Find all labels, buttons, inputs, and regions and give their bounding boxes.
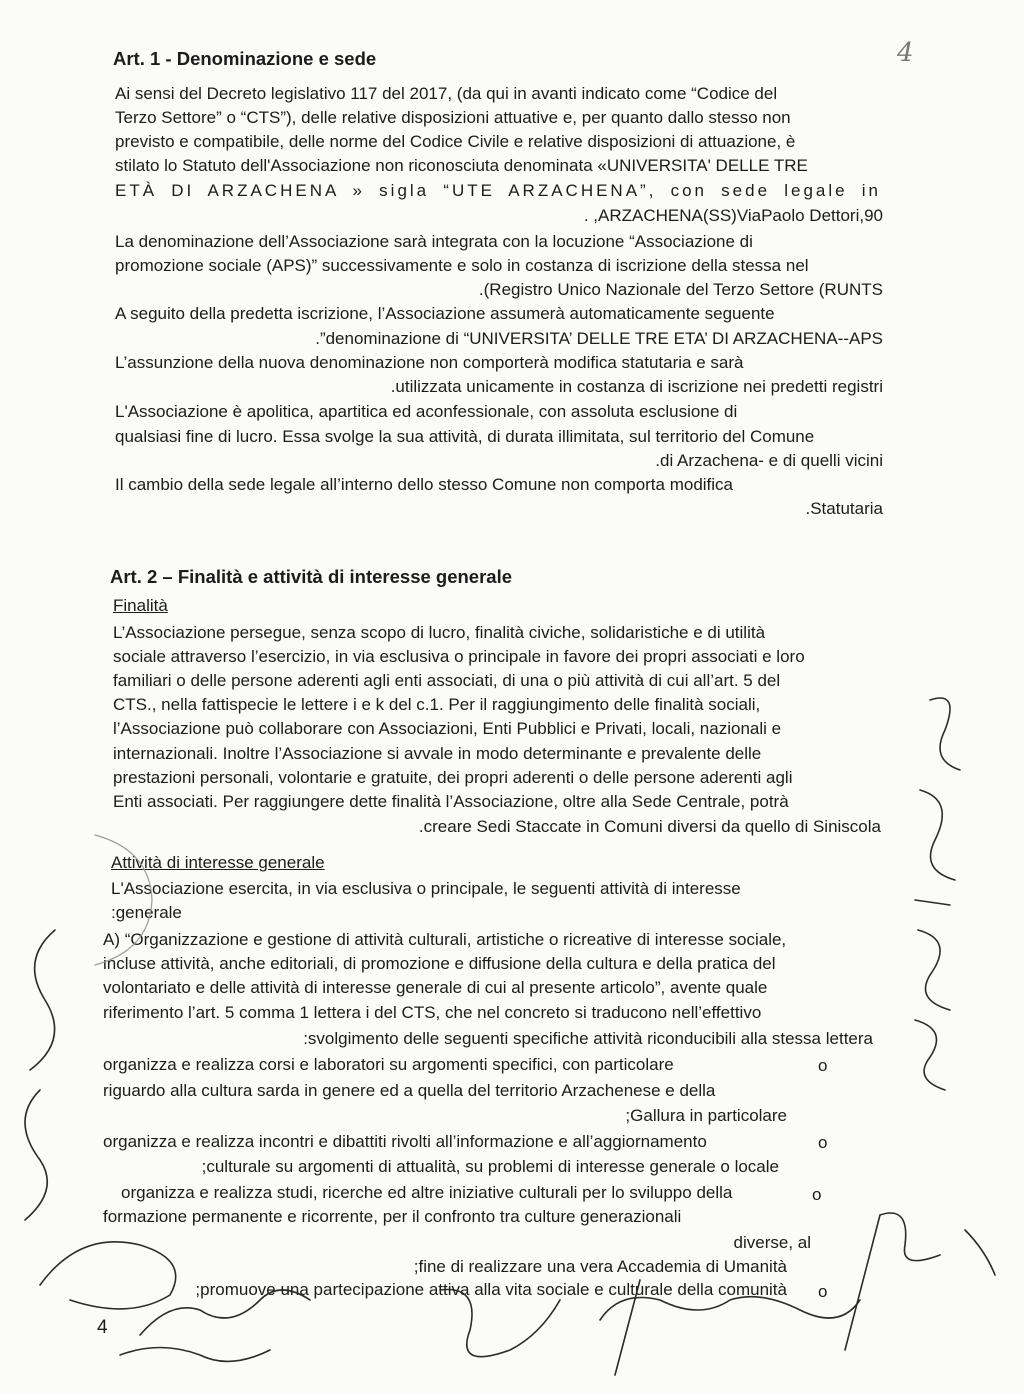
bullet-text: organizza e realizza corsi e laboratori su argomenti specifici, con particolare [103, 1055, 674, 1074]
art1-line: stilato lo Statuto dell'Associazione non riconosciuta denominata «UNIVERSITA' DELLE TRE [115, 156, 808, 175]
bullet-marker: o [812, 1185, 822, 1204]
art1-line: .(Registro Unico Nazionale del Terzo Settore (RUNTS [478, 280, 883, 299]
finalita-line: l’Associazione può collaborare con Associazioni, Enti Pubblici e Privati, locali, nazionali e [113, 719, 782, 738]
signature-stroke [965, 1230, 995, 1275]
attivita-line: :svolgimento delle seguenti specifiche attività riconducibili alla stessa lettera [303, 1029, 873, 1048]
attivita-line: volontariato e delle attività di interesse generale di cui al presente articolo”, avente quale [103, 978, 768, 997]
stamp-arc [95, 835, 152, 965]
attivita-line: :generale [111, 903, 182, 922]
art1-line: L’assunzione della nuova denominazione non comporterà modifica statutaria e sarà [115, 353, 744, 372]
attivita-heading: Attività di interesse generale [111, 853, 325, 872]
art1-line: ETÀ DI ARZACHENA » sigla “UTE ARZACHENA”, con sede legale in [115, 181, 881, 200]
art1-line: A seguito della predetta iscrizione, l’Associazione assumerà automaticamente seguente [115, 304, 775, 323]
signature-stroke [615, 1280, 640, 1375]
bullet-text: ;fine di realizzare una vera Accademia di Umanità [413, 1257, 787, 1276]
bullet-text: ;promuove una partecipazione attiva alla vita sociale e culturale della comunità [195, 1280, 787, 1299]
margin-signature-stroke [25, 1090, 47, 1220]
art1-line: .”denominazione di “UNIVERSITA’ DELLE TRE ETA’ DI ARZACHENA--APS [315, 329, 883, 348]
art1-line: previsto e compatibile, delle norme del Codice Civile e relative disposizioni di attuazione, è [115, 132, 796, 151]
bullet-marker: o [818, 1282, 828, 1301]
attivita-line: L'Associazione esercita, in via esclusiva o principale, le seguenti attività di interesse [111, 879, 741, 898]
attivita-line: incluse attività, anche editoriali, di promozione e diffusione della cultura e della pratica del [103, 954, 776, 973]
bullet-marker: o [818, 1056, 828, 1075]
finalita-line: L’Associazione persegue, senza scopo di lucro, finalità civiche, solidaristiche e di utilità [113, 623, 766, 642]
margin-signature-stroke [930, 698, 960, 770]
margin-signature-stroke [30, 930, 55, 1070]
finalita-line: sociale attraverso l’esercizio, in via esclusiva o principale in favore dei propri associati e loro [113, 647, 805, 666]
signature-stroke [440, 1290, 560, 1357]
art1-line: .utilizzata unicamente in costanza di iscrizione nei predetti registri [390, 377, 883, 396]
page-number: 4 [97, 1317, 108, 1338]
finalita-line: internazionali. Inoltre l’Associazione si avvale in modo determinante e prevalente delle [113, 744, 762, 763]
bullet-text: formazione permanente e ricorrente, per il confronto tra culture generazionali [103, 1207, 682, 1226]
bullet-text: riguardo alla cultura sarda in genere ed a quella del territorio Arzachenese e della [103, 1081, 716, 1100]
margin-signature-stroke [920, 790, 955, 880]
bullet-text: diverse, al [733, 1233, 811, 1252]
art1-title: Art. 1 - Denominazione e sede [113, 48, 377, 69]
finalita-line: Enti associati. Per raggiungere dette finalità l’Associazione, oltre alla Sede Centrale, potrà [113, 792, 789, 811]
art1-line: qualsiasi fine di lucro. Essa svolge la sua attività, di durata illimitata, sul territorio del Comune [115, 427, 815, 446]
art1-line: . ,ARZACHENA(SS)ViaPaolo Dettori,90 [583, 206, 883, 225]
bullet-text: ;culturale su argomenti di attualità, su problemi di interesse generale o locale [201, 1157, 779, 1176]
signature-stroke [600, 1297, 860, 1320]
art1-line: .di Arzachena- e di quelli vicini [655, 451, 883, 470]
attivita-line: riferimento l’art. 5 comma 1 lettera i del CTS, che nel concreto si traducono nell’effettivo [103, 1003, 762, 1022]
finalita-line: familiari o delle persone aderenti agli enti associati, di una o più attività di cui all’art. 5 del [113, 671, 781, 690]
attivita-line: A) “Organizzazione e gestione di attività culturali, artistiche o ricreative di interesse sociale, [103, 930, 787, 949]
bullet-marker: o [818, 1133, 828, 1152]
finalita-line: CTS., nella fattispecie le lettere i e k del c.1. Per il raggiungimento delle finalità sociali, [113, 695, 761, 714]
art1-line: La denominazione dell’Associazione sarà integrata con la locuzione “Associazione di [115, 232, 753, 251]
bullet-text: ;Gallura in particolare [625, 1106, 787, 1125]
art2-title: Art. 2 – Finalità e attività di interesse generale [110, 566, 513, 587]
art1-line: L'Associazione è apolitica, apartitica ed aconfessionale, con assoluta esclusione di [115, 402, 738, 421]
art1-line: Terzo Settore” o “CTS”), delle relative disposizioni attuative e, per quanto dallo stesso non [115, 108, 791, 127]
signature-stroke [120, 1348, 270, 1362]
finalita-line: .creare Sedi Staccate in Comuni diversi da quello di Siniscola [418, 817, 881, 836]
finalita-heading: Finalità [113, 596, 168, 615]
art1-line: promozione sociale (APS)” successivamente e solo in costanza di iscrizione della stessa nel [115, 256, 809, 275]
art1-line: Il cambio della sede legale all’interno dello stesso Comune non comporta modifica [115, 475, 734, 494]
margin-signature-stroke [915, 900, 950, 1010]
art1-line: Ai sensi del Decreto legislativo 117 del 2017, (da qui in avanti indicato come “Codice del [115, 84, 778, 103]
finalita-line: prestazioni personali, volontarie e gratuite, dei propri aderenti o delle persone aderenti agli [113, 768, 793, 787]
signature-stroke [845, 1213, 940, 1350]
signature-stroke [40, 1242, 176, 1309]
art1-line: .Statutaria [805, 499, 883, 518]
page-corner-mark: 4 [897, 38, 914, 68]
margin-signature-stroke [915, 1020, 945, 1090]
bullet-text: organizza e realizza studi, ricerche ed altre iniziative culturali per lo sviluppo della [121, 1183, 733, 1202]
bullet-text: organizza e realizza incontri e dibattiti rivolti all’informazione e all’aggiornamento [103, 1132, 707, 1151]
